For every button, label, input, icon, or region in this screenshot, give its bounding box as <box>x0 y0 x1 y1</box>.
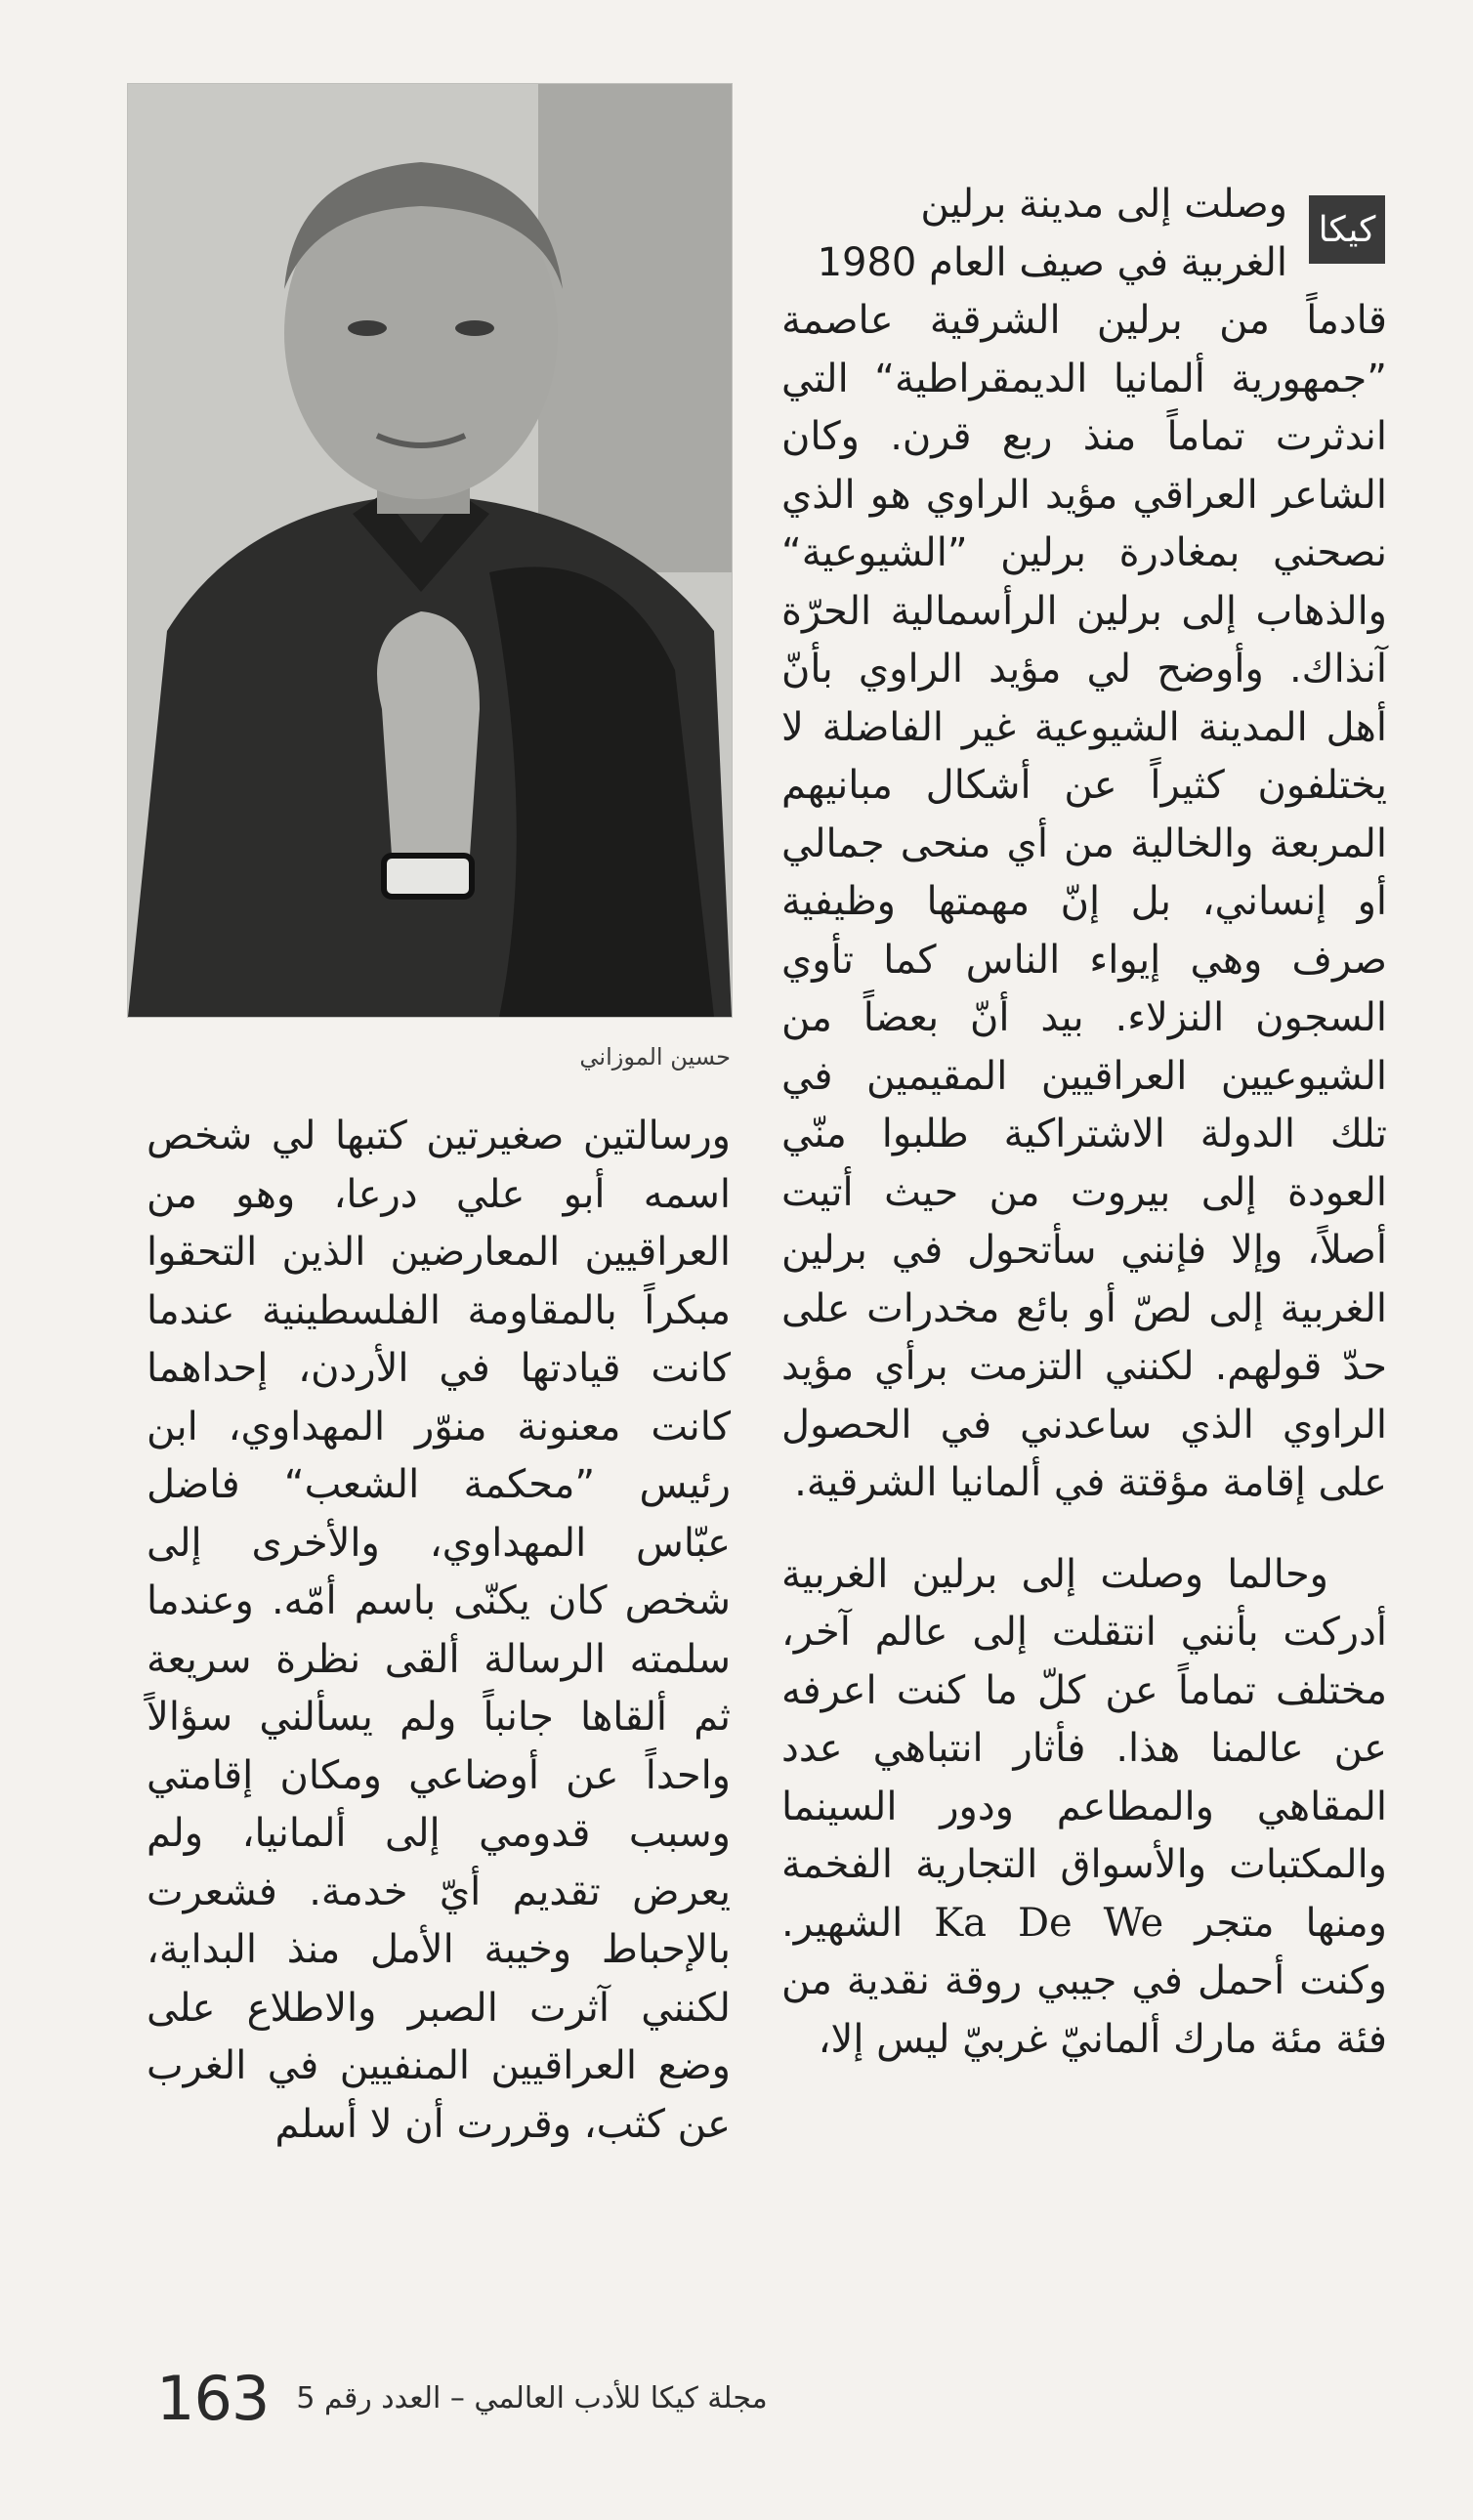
opening-line-2: الغربية في صيف العام 1980 <box>817 239 1287 285</box>
opening-line-1: وصلت إلى مدينة برلين <box>920 182 1287 227</box>
paragraph-1: قادماً من برلين الشرقية عاصمة ”جمهورية ألمانيا الديمقراطية“ التي اندثرت تماماً منذ ربع قرن. وكان الشاعر العراقي مؤيد الراوي هو الذي نصحني بمغادرة برلين ”الشيوعية“ والذهاب إلى برلين الرأسمالية الحرّة آنذاك. وأوضح لي مؤيد الراوي بأنّ أهل المدينة الشيوعية غير الفاضلة لا يختلفون كثيراً عن أشكال مبانيهم المربعة والخالية من أي منحى جمالي أو إنساني، بل إنّ مهمتها وظيفية صرف وهي إيواء الناس كما تأوي السجون النزلاء. بيد أنّ بعضاً من الشيوعيين العراقيين المقيمين في تلك الدولة الاشتراكية طلبوا منّي العودة إلى بيروت من حيث أتيت أصلاً، وإلا فإنني سأتحول في برلين الغربية إلى لصّ أو بائع مخدرات على حدّ قولهم. لكنني التزمت برأي مؤيد الراوي الذي ساعدني في الحصول على إقامة مؤقتة في ألمانيا الشرقية. <box>781 298 1387 1505</box>
portrait-illustration <box>128 84 732 1017</box>
paragraph-3: ورسالتين صغيرتين كتبها لي شخص اسمه أبو علي درعا، وهو من العراقيين المعارضين الذين التحقوا مبكراً بالمقاومة الفلسطينية عندما كانت قيادتها في الأردن، إحداهما كانت معنونة منوّر المهداوي، ابن رئيس ”محكمة الشعب“ فاضل عبّاس المهداوي، والأخرى إلى شخص كان يكنّى باسم أمّه. وعندما سلمته الرسالة ألقى نظرة سريعة ثم ألقاها جانباً ولم يسألني سؤالاً واحداً عن أوضاعي ومكان إقامتي وسبب قدومي إلى ألمانيا، ولم يعرض تقديم أيّ خدمة. فشعرت بالإحباط وخيبة الأمل منذ البداية، لكنني آثرت الصبر والاطلاع على وضع العراقيين المنفيين في الغرب عن كثب، وقررت أن لا أسلم <box>147 1113 731 2147</box>
paragraph-2-text-a: وحالما وصلت إلى برلين الغربية أدركت بأنني انتقلت إلى عالم آخر، مختلف تماماً عن كلّ ما كنت اعرفه عن عالمنا هذا. فأثار انتباهي عدد المقاهي والمطاعم ودور السينما والمكتبات والأسواق التجارية الفخمة ومنها متجر <box>781 1551 1387 1946</box>
left-text-column <box>147 1108 731 2154</box>
paragraph-2 <box>781 1546 1387 2070</box>
photo-caption: حسين الموزاني <box>579 1043 731 1071</box>
page-footer <box>156 2364 768 2432</box>
kika-logo: كيكا <box>1309 195 1385 264</box>
journal-title: مجلة كيكا للأدب العالمي – العدد رقم 5 <box>296 2380 768 2415</box>
page-number: 163 <box>156 2362 270 2434</box>
author-photo <box>127 83 733 1018</box>
store-name: Ka De We <box>934 1900 1164 1946</box>
paragraph-2-text-b: الشهير. وكنت أحمل في جيبي روقة نقدية من فئة مئة مارك ألمانيّ غربيّ ليس إلا، <box>781 1900 1387 2062</box>
right-text-column <box>781 176 1387 2069</box>
